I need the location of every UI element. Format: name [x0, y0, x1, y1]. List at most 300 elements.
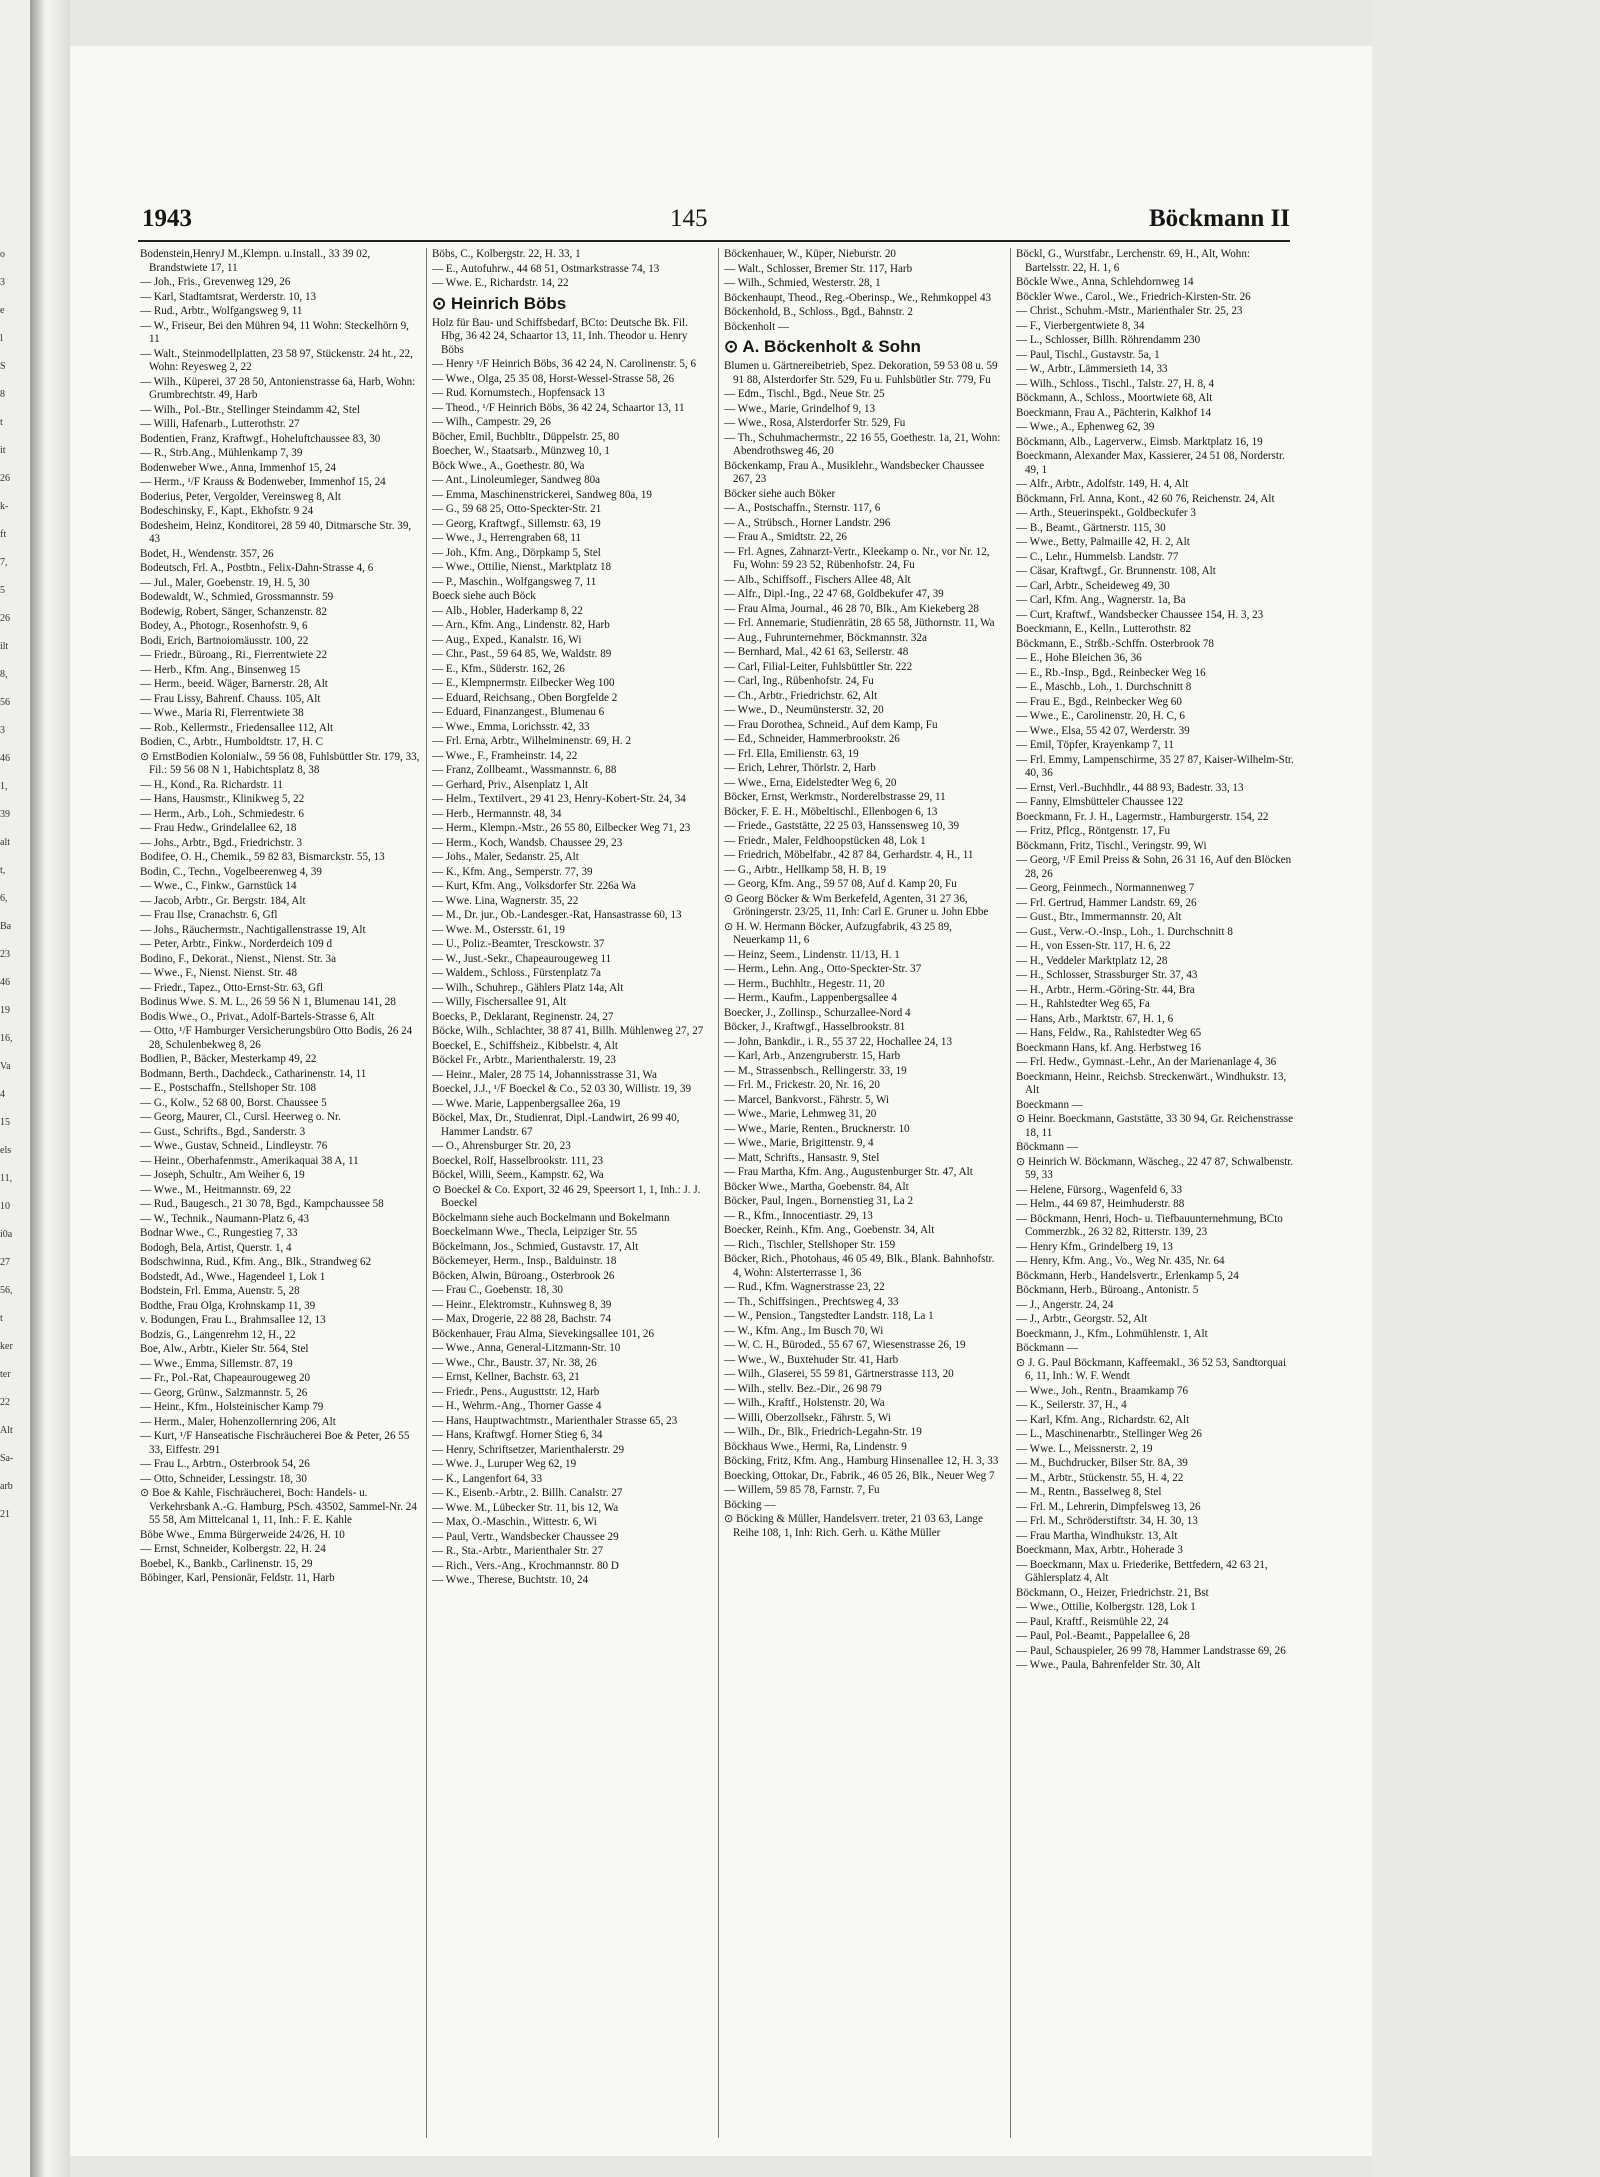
margin-fragment: 1,: [0, 781, 8, 792]
directory-entry: — Frau E., Bgd., Reinbecker Weg 60: [1016, 695, 1182, 708]
directory-entry: — Wwe., J., Herrengraben 68, 11: [432, 532, 582, 544]
directory-entry: — L., Maschinenarbtr., Stellinger Weg 26: [1016, 1428, 1202, 1440]
directory-entry: — Heinr., Maler, 28 75 14, Johannisstrasse 31, Wa: [432, 1068, 657, 1081]
directory-entry: — Wwe., Betty, Palmaille 42, H. 2, Alt: [1016, 536, 1190, 548]
directory-entry: — Edm., Tischl., Bgd., Neue Str. 25: [724, 388, 885, 400]
directory-entry: — Wwe. Lina, Wagnerstr. 35, 22: [432, 894, 579, 907]
directory-entry: — Matt, Schrifts., Hansastr. 9, Stel: [724, 1151, 880, 1164]
directory-entry: Böckemeyer, Herm., Insp., Balduinstr. 18: [432, 1255, 617, 1267]
directory-entry: Böck Wwe., A., Goethestr. 80, Wa: [432, 459, 585, 472]
directory-entry: ⊙ A. Böckenholt & Sohn: [724, 337, 921, 356]
directory-entry: — Wwe., Maria Ri, Flerrentwiete 38: [140, 707, 304, 719]
directory-entry: — Wwe., W., Buxtehuder Str. 41, Harb: [724, 1353, 899, 1366]
directory-entry: Böckmann —: [1016, 1141, 1078, 1153]
margin-fragment: 15: [0, 1117, 10, 1128]
directory-entry: Böbe Wwe., Emma Bürgerweide 24/26, H. 10: [140, 1528, 345, 1541]
directory-entry: Böcker, Paul, Ingen., Bornenstieg 31, La 2: [724, 1195, 914, 1207]
directory-entry: — Heinr., Oberhafenmstr., Amerikaquai 38 A, 11: [140, 1154, 359, 1167]
directory-entry: — Herm., Klempn.-Mstr., 26 55 80, Eilbecker Weg 71, 23: [432, 822, 691, 834]
directory-entry: — Carl, Ing., Rübenhofstr. 24, Fu: [724, 675, 874, 687]
margin-fragment: 46: [0, 977, 10, 988]
header-rule: [138, 240, 1290, 242]
directory-entry: Boecher, W., Staatsarb., Münzweg 10, 1: [432, 445, 610, 457]
directory-entry: — Herm., ¹/F Krauss & Bodenweber, Immenhof 15, 24: [140, 476, 386, 488]
directory-entry: — Wwe., Olga, 25 35 08, Horst-Wessel-Strasse 58, 26: [432, 372, 675, 385]
directory-entry: — Wilh., Schloss., Tischl., Talstr. 27, H. 8, 4: [1016, 377, 1215, 390]
directory-entry: — Waldem., Schloss., Fürstenplatz 7a: [432, 967, 601, 979]
directory-entry: — Boeckmann, Max u. Friederike, Bettfedern, 42 63 21, Gählersplatz 4, Alt: [1016, 1558, 1268, 1584]
directory-entry: — Hans, Hauptwachtmstr., Marienthaler Strasse 65, 23: [432, 1414, 678, 1427]
directory-entry: — Willi, Oberzollsekr., Fährstr. 5, Wi: [724, 1411, 891, 1424]
margin-fragment: 46: [0, 753, 10, 764]
margin-fragment: alt: [0, 837, 10, 848]
directory-entry: ⊙ Heinrich Böbs: [432, 293, 567, 313]
directory-entry: — Aug., Exped., Kanalstr. 16, Wi: [432, 633, 582, 646]
directory-entry: Böckler Wwe., Carol., We., Friedrich-Kirsten-Str. 26: [1016, 290, 1251, 303]
margin-fragment: Alt: [0, 1425, 13, 1436]
directory-entry: — C., Lehr., Hummelsb. Landstr. 77: [1016, 550, 1179, 563]
directory-entry: — Frau Ilse, Cranachstr. 6, Gfl: [140, 909, 278, 921]
directory-entry: — Herm., Arb., Loh., Schmiedestr. 6: [140, 807, 304, 820]
directory-entry: — Frau Dorothea, Schneid., Auf dem Kamp, Fu: [724, 718, 938, 731]
directory-entry: — Rud., Kfm. Wagnerstrasse 23, 22: [724, 1281, 885, 1293]
directory-entry: Böckle Wwe., Anna, Schlehdornweg 14: [1016, 276, 1194, 288]
directory-entry: — F., Vierbergentwiete 8, 34: [1016, 319, 1145, 332]
directory-entry: — Paul, Kraftf., Reismühle 22, 24: [1016, 1615, 1169, 1628]
margin-fragment: ilt: [0, 641, 9, 652]
directory-entry: — Friede., Gaststätte, 22 25 03, Hanssensweg 10, 39: [724, 820, 960, 832]
directory-entry: Bodlien, P., Bäcker, Mesterkamp 49, 22: [140, 1053, 317, 1065]
directory-entry: — Chr., Past., 59 64 85, We, Waldstr. 89: [432, 648, 612, 660]
scan-background: [1372, 0, 1600, 2177]
directory-entry: Boeckelmann Wwe., Thecla, Leipziger Str. 55: [432, 1226, 638, 1238]
directory-entry: Bodenweber Wwe., Anna, Immenhof 15, 24: [140, 461, 337, 474]
directory-entry: — Fr., Pol.-Rat, Chapeaurougeweg 20: [140, 1372, 311, 1384]
directory-entry: Böcker siehe auch Böker: [724, 487, 836, 500]
directory-entry: — Carl, Arbtr., Scheideweg 49, 30: [1016, 579, 1170, 592]
margin-fragment: Sa-: [0, 1453, 14, 1464]
directory-entry: — Herm., Lehn. Ang., Otto-Speckter-Str. 37: [724, 963, 922, 975]
directory-entry: Böckel, Max, Dr., Studienrat, Dipl.-Landwirt, 26 99 40, Hammer Landstr. 67: [432, 1112, 680, 1138]
margin-fragment: k-: [0, 501, 9, 512]
directory-entry: — Helene, Fürsorg., Wagenfeld 6, 33: [1016, 1183, 1182, 1196]
directory-entry: — Cäsar, Kraftwgf., Gr. Brunnenstr. 108, Alt: [1016, 565, 1216, 577]
directory-entry: Böckmann, Fritz, Tischl., Veringstr. 99, Wi: [1016, 839, 1207, 852]
margin-fragment: i0a: [0, 1229, 13, 1240]
directory-entry: — M., Dr. jur., Ob.-Landesger.-Rat, Hansastrasse 60, 13: [432, 909, 682, 921]
directory-entry: Böckenhaupt, Theod., Reg.-Oberinsp., We., Rehmkoppel 43: [724, 291, 992, 304]
directory-entry: — Henry Kfm., Grindelberg 19, 13: [1016, 1240, 1173, 1253]
directory-entry: Böcker, F. E. H., Möbeltischl., Ellenbogen 6, 13: [724, 805, 938, 818]
directory-entry: — Otto, Schneider, Lessingstr. 18, 30: [140, 1472, 307, 1485]
directory-entry: Bodis Wwe., O., Privat., Adolf-Bartels-Strasse 6, Alt: [140, 1010, 375, 1023]
directory-entry: Bodzis, G., Langenrehm 12, H., 22: [140, 1328, 296, 1341]
directory-entry: — Wwe., Marie, Brigittenstr. 9, 4: [724, 1137, 874, 1149]
directory-entry: — Wwe., Ottilie, Nienst., Marktplatz 18: [432, 561, 612, 573]
directory-entry: Boeckmann, Max, Arbtr., Hoherade 3: [1016, 1544, 1183, 1556]
directory-entry: — Wwe., Chr., Baustr. 37, Nr. 38, 26: [432, 1356, 597, 1369]
directory-entry: — Wwe. Marie, Lappenbergsallee 26a, 19: [432, 1097, 621, 1110]
directory-entry: ⊙ J. G. Paul Böckmann, Kaffeemakl., 36 52 53, Sandtorquai 6, 11, Inh.: W. F. Wendt: [1016, 1356, 1287, 1382]
directory-entry: — Henry, Schriftsetzer, Marienthalerstr. 29: [432, 1443, 624, 1456]
directory-entry: — Joseph, Schultr., Am Weiher 6, 19: [140, 1169, 305, 1181]
directory-entry: Böckenhauer, W., Küper, Nieburstr. 20: [724, 248, 896, 260]
directory-entry: — W., Arbtr., Lämmersieth 14, 33: [1016, 363, 1168, 375]
margin-fragment: it: [0, 445, 6, 456]
directory-entry: — Frl. Gertrud, Hammer Landstr. 69, 26: [1016, 896, 1197, 909]
directory-entry: Bodet, H., Wendenstr. 357, 26: [140, 547, 274, 560]
directory-entry: Boeckmann, E., Kelln., Lutterothstr. 82: [1016, 623, 1192, 635]
directory-entry: — Willy, Fischersallee 91, Alt: [432, 996, 567, 1008]
directory-entry: Bodifee, O. H., Chemik., 59 82 83, Bismarckstr. 55, 13: [140, 851, 385, 863]
margin-fragment: t: [0, 1313, 3, 1324]
directory-entry: — Wwe., E., Carolinenstr. 20, H. C, 6: [1016, 710, 1185, 722]
directory-entry: Böcke, Wilh., Schlachter, 38 87 41, Billh. Mühlenweg 27, 27: [432, 1025, 704, 1037]
directory-entry: Böckmann, Herb., Handelsvertr., Erlenkamp 5, 24: [1016, 1269, 1239, 1282]
directory-entry: — Willem, 59 85 78, Farnstr. 7, Fu: [724, 1484, 880, 1496]
margin-fragment: Va: [0, 1061, 11, 1072]
directory-entry: — H., Rahlstedter Weg 65, Fa: [1016, 998, 1150, 1010]
directory-entry: — W., Pension., Tangstedter Landstr. 118, La 1: [724, 1310, 934, 1322]
margin-fragment: o: [0, 249, 5, 260]
directory-entry: — Rud. Kornumstech., Hopfensack 13: [432, 387, 605, 399]
directory-entry: — Wwe., Elsa, 55 42 07, Werderstr. 39: [1016, 724, 1190, 737]
directory-entry: Bodeutsch, Frl. A., Postbtn., Felix-Dahn-Strasse 4, 6: [140, 562, 374, 574]
directory-entry: — Fritz, Pflcg., Röntgenstr. 17, Fu: [1016, 825, 1171, 837]
directory-entry: ⊙ H. W. Hermann Böcker, Aufzugfabrik, 43 25 89, Neuerkamp 11, 6: [724, 920, 952, 946]
margin-fragment: 27: [0, 1257, 10, 1268]
directory-entry: — Wilh., Glaserei, 55 59 81, Gärtnerstrasse 113, 20: [724, 1368, 954, 1380]
directory-entry: — Ernst, Verl.-Buchhdlr., 44 88 93, Badestr. 33, 13: [1016, 781, 1244, 794]
directory-entry: Boecks, P., Deklarant, Reginenstr. 24, 27: [432, 1010, 614, 1023]
directory-entry: — Wilh., Schmied, Westerstr. 28, 1: [724, 277, 881, 289]
directory-entry: Böckenhauer, Frau Alma, Sievekingsallee 101, 26: [432, 1327, 654, 1340]
directory-entry: — Friedr., Tapez., Otto-Ernst-Str. 63, Gfl: [140, 981, 323, 994]
margin-fragment: 10: [0, 1201, 10, 1212]
directory-entry: — K., Langenfort 64, 33: [432, 1472, 542, 1485]
directory-entry: — Herm., Maler, Hohenzollernring 206, Alt: [140, 1415, 336, 1428]
directory-entry: — Wwe. M., Ostersstr. 61, 19: [432, 923, 565, 936]
directory-entry: — Böckmann, Henri, Hoch- u. Tiefbauunternehmung, BCto Commerzbk., 26 32 82, Ritterstr. 139, 23: [1016, 1212, 1283, 1238]
directory-entry: — Erich, Lehrer, Thörlstr. 2, Harb: [724, 762, 876, 774]
directory-entry: Bodey, A., Photogr., Rosenhofstr. 9, 6: [140, 620, 308, 632]
directory-entry: Böcker, Rich., Photohaus, 46 05 49, Blk., Blank. Bahnhofstr. 4, Wohn: Alsterterrasse 1, 36: [724, 1253, 995, 1279]
directory-entry: — W., Technik., Naumann-Platz 6, 43: [140, 1212, 310, 1225]
directory-entry: — M., Rentn., Basselweg 8, Stel: [1016, 1486, 1162, 1498]
margin-fragment: 6,: [0, 893, 8, 904]
column-1: [140, 248, 420, 2138]
directory-entry: — Georg, Maurer, Cl., Cursl. Heerweg o. Nr.: [140, 1111, 341, 1123]
directory-entry: — Rich., Tischler, Stellshoper Str. 159: [724, 1238, 896, 1251]
directory-entry: — Georg, Grünw., Salzmannstr. 5, 26: [140, 1386, 308, 1399]
directory-entry: — R., Strb.Ang., Mühlenkamp 7, 39: [140, 447, 303, 459]
directory-entry: Bodewig, Robert, Sänger, Schanzenstr. 82: [140, 605, 327, 618]
directory-entry: Böckenhold, B., Schloss., Bgd., Bahnstr. 2: [724, 306, 913, 318]
directory-entry: — Alb., Schiffsoff., Fischers Allee 48, Alt: [724, 573, 911, 586]
directory-entry: — P., Maschin., Wolfgangsweg 7, 11: [432, 575, 597, 588]
directory-entry: Böcker, Ernst, Werkmstr., Norderelbstrasse 29, 11: [724, 791, 946, 803]
directory-entry: Boebel, K., Bankb., Carlinenstr. 15, 29: [140, 1557, 313, 1570]
margin-fragment: l: [0, 333, 3, 344]
directory-entry: — Franz, Zollbeamt., Wassmannstr. 6, 88: [432, 764, 617, 776]
directory-entry: Boeckmann, Alexander Max, Kassierer, 24 51 08, Norderstr. 49, 1: [1016, 450, 1285, 476]
directory-entry: — Wilh., stellv. Bez.-Dir., 26 98 79: [724, 1382, 882, 1395]
directory-entry: Böckenholt —: [724, 320, 790, 333]
directory-entry: Boeckmann —: [1016, 1098, 1083, 1111]
directory-columns: [140, 248, 1292, 2138]
directory-entry: — Wwe., A., Ephenweg 62, 39: [1016, 421, 1155, 433]
directory-entry: — Paul, Pol.-Beamt., Pappelallee 6, 28: [1016, 1630, 1190, 1642]
directory-entry: — Hans, Kraftwgf. Horner Stieg 6, 34: [432, 1429, 603, 1441]
directory-entry: — R., Sta.-Arbtr., Marienthaler Str. 27: [432, 1545, 604, 1557]
directory-entry: — Henry ¹/F Heinrich Böbs, 36 42 24, N. Carolinenstr. 5, 6: [432, 358, 697, 370]
directory-entry: Böckmann, Frl. Anna, Kont., 42 60 76, Reichenstr. 24, Alt: [1016, 492, 1275, 505]
directory-entry: — Alfr., Arbtr., Adolfstr. 149, H. 4, Alt: [1016, 478, 1189, 490]
directory-entry: — Wwe., M., Heitmannstr. 69, 22: [140, 1183, 292, 1196]
directory-entry: — Marcel, Bankvorst., Fährstr. 5, Wi: [724, 1093, 890, 1106]
directory-entry: Boe, Alw., Arbtr., Kieler Str. 564, Stel: [140, 1343, 309, 1355]
directory-entry: — Th., Schiffsingen., Prechtsweg 4, 33: [724, 1295, 899, 1308]
directory-entry: — Rud., Baugesch., 21 30 78, Bgd., Kampchaussee 58: [140, 1198, 384, 1210]
directory-entry: — Johs., Arbtr., Bgd., Friedrichstr. 3: [140, 836, 303, 849]
directory-entry: Boderius, Peter, Vergolder, Vereinsweg 8, Alt: [140, 490, 341, 503]
directory-entry: — K., Kfm. Ang., Semperstr. 77, 39: [432, 865, 593, 878]
directory-entry: Boecker, Reinh., Kfm. Ang., Goebenstr. 34, Alt: [724, 1224, 935, 1236]
directory-entry: — B., Beamt., Gärtnerstr. 115, 30: [1016, 521, 1166, 534]
directory-entry: Bodthe, Frau Olga, Krohnskamp 11, 39: [140, 1299, 316, 1312]
directory-entry: — Wilh., Pol.-Btr., Stellinger Steindamm 42, Stel: [140, 403, 360, 416]
directory-entry: — Paul, Tischl., Gustavstr. 5a, 1: [1016, 348, 1160, 361]
directory-entry: — Frau Hedw., Grindelallee 62, 18: [140, 822, 297, 834]
directory-entry: — Arn., Kfm. Ang., Lindenstr. 82, Harb: [432, 619, 610, 631]
directory-entry: — Herm., Koch, Wandsb. Chaussee 29, 23: [432, 836, 623, 849]
directory-entry: — Frl. Emmy, Lampenschirme, 35 27 87, Kaiser-Wilhelm-Str. 40, 36: [1016, 753, 1294, 779]
directory-entry: — Bernhard, Mal., 42 61 63, Seilerstr. 48: [724, 646, 909, 658]
header-page-number: 145: [670, 205, 708, 232]
directory-entry: — G., Arbtr., Hellkamp 58, H. B, 19: [724, 863, 887, 876]
directory-entry: — K., Seilerstr. 37, H., 4: [1016, 1399, 1127, 1411]
margin-fragment: t,: [0, 865, 6, 876]
directory-entry: Böckel, Willi, Seem., Kampstr. 62, Wa: [432, 1169, 604, 1181]
directory-entry: Bodinus Wwe. S. M. L., 26 59 56 N 1, Blumenau 141, 28: [140, 996, 396, 1008]
directory-entry: Bodentien, Franz, Kraftwgf., Hoheluftchaussee 83, 30: [140, 432, 381, 445]
directory-entry: — M., Arbtr., Stückenstr. 55, H. 4, 22: [1016, 1471, 1184, 1484]
directory-entry: v. Bodungen, Frau L., Brahmsallee 12, 13: [140, 1314, 326, 1326]
directory-entry: Blumen u. Gärtnereibetrieb, Spez. Dekoration, 59 53 08 u. 59 91 88, Alsterdorfer Str. 529, Fu u. Fuhlsbütler Str. 779, Fu: [724, 360, 998, 386]
directory-entry: — Wwe., Emma, Sillemstr. 87, 19: [140, 1357, 293, 1370]
directory-entry: — Gust., Verw.-O.-Insp., Loh., 1. Durchschnitt 8: [1016, 925, 1233, 938]
directory-entry: Böcher, Emil, Buchbltr., Düppelstr. 25, 80: [432, 430, 620, 443]
directory-entry: — Ernst, Kellner, Bachstr. 63, 21: [432, 1371, 580, 1383]
directory-entry: — Frl. Hedw., Gymnast.-Lehr., An der Marienanlage 4, 36: [1016, 1056, 1277, 1068]
directory-entry: — J., Arbtr., Georgstr. 52, Alt: [1016, 1313, 1148, 1325]
directory-entry: — H., Kond., Ra. Richardstr. 11: [140, 778, 283, 791]
directory-entry: Böbs, C., Kolbergstr. 22, H. 33, 1: [432, 248, 581, 260]
directory-entry: — Johs., Maler, Sedanstr. 25, Alt: [432, 851, 579, 863]
directory-entry: — Jacob, Arbtr., Gr. Bergstr. 184, Alt: [140, 894, 306, 907]
margin-fragment: ker: [0, 1341, 13, 1352]
margin-fragment: 5: [0, 585, 5, 596]
directory-entry: — Otto, ¹/F Hamburger Versicherungsbüro Otto Bodis, 26 24 28, Schulenbekweg 8, 26: [140, 1025, 413, 1051]
directory-entry: — Frau Martha, Windhukstr. 13, Alt: [1016, 1529, 1178, 1542]
directory-entry: — H., Wehrm.-Ang., Thorner Gasse 4: [432, 1400, 602, 1412]
directory-entry: Boecking, Ottokar, Dr., Fabrik., 46 05 26, Blk., Neuer Weg 7: [724, 1469, 995, 1482]
directory-entry: Bodesheim, Heinz, Konditorei, 28 59 40, Ditmarsche Str. 39, 43: [140, 519, 412, 545]
directory-entry: Böckelmann siehe auch Bockelmann und Bokelmann: [432, 1211, 670, 1224]
directory-entry: — Wwe., C., Finkw., Garnstück 14: [140, 880, 297, 892]
directory-entry: — Herm., Buchhltr., Hegestr. 11, 20: [724, 977, 885, 990]
directory-entry: Boeckmann Hans, kf. Ang. Herbstweg 16: [1016, 1041, 1201, 1054]
directory-entry: — E., Maschb., Loh., 1. Durchschnitt 8: [1016, 681, 1192, 693]
directory-entry: — Paul, Schauspieler, 26 99 78, Hammer Landstrasse 69, 26: [1016, 1644, 1286, 1657]
directory-entry: — Wwe., Ottilie, Kolbergstr. 128, Lok 1: [1016, 1601, 1196, 1613]
directory-entry: — Wwe., Gustav, Schneid., Lindleystr. 76: [140, 1140, 328, 1152]
directory-entry: — Georg, ¹/F Emil Preiss & Sohn, 26 31 16, Auf den Blöcken 28, 26: [1016, 854, 1292, 880]
directory-entry: — Friedrich, Möbelfabr., 42 87 84, Gerhardstr. 4, H., 11: [724, 849, 974, 861]
margin-fragment: ter: [0, 1369, 11, 1380]
directory-entry: — Herm., Kaufm., Lappenbergsallee 4: [724, 992, 897, 1004]
directory-entry: — Rich., Vers.-Ang., Krochmannstr. 80 D: [432, 1559, 619, 1572]
directory-entry: Böckmann, E., Strßb.-Schffn. Osterbrook 78: [1016, 637, 1214, 650]
directory-entry: Bodino, F., Dekorat., Nienst., Nienst. Str. 3a: [140, 952, 337, 965]
margin-fragment: 26: [0, 473, 10, 484]
margin-fragment: 21: [0, 1509, 10, 1520]
directory-entry: — O., Ahrensburger Str. 20, 23: [432, 1140, 571, 1152]
page-header: [70, 205, 1290, 239]
directory-entry: — Wilh., Dr., Blk., Friedrich-Legahn-Str. 19: [724, 1426, 922, 1438]
directory-entry: ⊙ Heinrich W. Böckmann, Wäscheg., 22 47 87, Schwalbenstr. 59, 33: [1016, 1155, 1294, 1181]
directory-entry: — Walt., Schlosser, Bremer Str. 117, Harb: [724, 262, 913, 275]
directory-entry: — Wwe., Marie, Renten., Brucknerstr. 10: [724, 1122, 910, 1135]
directory-entry: — H., Veddeler Marktplatz 12, 28: [1016, 954, 1168, 967]
directory-entry: Böckmann, Herb., Büroang., Antonistr. 5: [1016, 1284, 1199, 1296]
directory-entry: — A., Strübsch., Horner Landstr. 296: [724, 516, 891, 529]
margin-fragment: 39: [0, 809, 10, 820]
directory-entry: ⊙ Boeckel & Co. Export, 32 46 29, Speersort 1, 1, Inh.: J. J. Boeckel: [432, 1183, 701, 1209]
directory-entry: Bodi, Erich, Bartnoiomäusstr. 100, 22: [140, 634, 309, 647]
directory-entry: — Frl. Annemarie, Studienrätin, 28 65 58, Jüthornstr. 11, Wa: [724, 617, 995, 629]
directory-entry: — Emma, Maschinenstrickerei, Sandweg 80a, 19: [432, 488, 652, 501]
directory-entry: — John, Bankdir., i. R., 55 37 22, Hochallee 24, 13: [724, 1035, 953, 1048]
directory-entry: Bodmann, Berth., Dachdeck., Catharinenstr. 14, 11: [140, 1067, 367, 1080]
directory-entry: Bodschwinna, Rud., Kfm. Ang., Blk., Strandweg 62: [140, 1256, 372, 1268]
directory-entry: — Wwe., Paula, Bahrenfelder Str. 30, Alt: [1016, 1659, 1201, 1671]
directory-entry: ⊙ Heinr. Boeckmann, Gaststätte, 33 30 94, Gr. Reichenstrasse 18, 11: [1016, 1113, 1294, 1139]
directory-entry: — Henry, Kfm. Ang., Vo., Weg Nr. 435, Nr. 64: [1016, 1255, 1225, 1267]
directory-entry: Bodogh, Bela, Artist, Querstr. 1, 4: [140, 1241, 292, 1254]
directory-entry: — Georg, Kraftwgf., Sillemstr. 63, 19: [432, 517, 601, 530]
directory-entry: — Friedr., Pens., Augusttstr. 12, Harb: [432, 1385, 600, 1398]
directory-entry: Holz für Bau- und Schiffsbedarf, BCto: Deutsche Bk. Fil. Hbg, 36 42 24, Schaartor 13, 11, Inh. Theodor u. Henry Böbs: [432, 316, 688, 356]
directory-entry: — Heinz, Seem., Lindenstr. 11/13, H. 1: [724, 948, 900, 961]
directory-entry: — Wwe., Emma, Lorichsstr. 42, 33: [432, 720, 590, 733]
directory-entry: — Th., Schuhmachermstr., 22 16 55, Goethestr. 1a, 21, Wohn: Abendrothsweg 46, 20: [724, 431, 1001, 457]
directory-entry: — Wilh., Kraftf., Holstenstr. 20, Wa: [724, 1397, 885, 1409]
directory-entry: — Wwe., Marie, Lehmweg 31, 20: [724, 1108, 877, 1120]
directory-entry: Böckmann —: [1016, 1342, 1078, 1354]
margin-fragment: 56: [0, 697, 10, 708]
directory-entry: — Frau Martha, Kfm. Ang., Augustenburger Str. 47, Alt: [724, 1166, 973, 1178]
directory-entry: ⊙ Böcking & Müller, Handelsverr. treter, 21 03 63, Lange Reihe 108, 1, Inh: Rich. Gerh. u. Käthe Müller: [724, 1513, 983, 1539]
directory-entry: ⊙ ErnstBodien Kolonialw., 59 56 08, Fuhlsbüttler Str. 179, 33, Fil.: 59 56 08 N 1, Habichtsplatz 8, 38: [140, 750, 420, 776]
margin-fragment: 16,: [0, 1033, 13, 1044]
directory-entry: — W., Just.-Sekr., Chapeaurougeweg 11: [432, 952, 612, 965]
directory-entry: — E., Autofuhrw., 44 68 51, Ostmarkstrasse 74, 13: [432, 262, 660, 275]
directory-entry: — Frau L., Arbtrn., Osterbrook 54, 26: [140, 1458, 310, 1470]
margin-fragment: 3: [0, 725, 5, 736]
directory-entry: Böckmann, A., Schloss., Moortwiete 68, Alt: [1016, 392, 1213, 404]
directory-entry: — E., Rb.-Insp., Bgd., Reinbecker Weg 16: [1016, 666, 1206, 679]
directory-entry: — Karl, Stadtamtsrat, Werderstr. 10, 13: [140, 290, 317, 303]
directory-entry: — A., Postschaffn., Sternstr. 117, 6: [724, 502, 881, 514]
directory-entry: — Willi, Hafenarb., Lutterothstr. 27: [140, 418, 300, 430]
directory-entry: — Wwe., Marie, Grindelhof 9, 13: [724, 402, 876, 415]
header-year: 1943: [142, 205, 192, 232]
directory-entry: — Carl, Kfm. Ang., Wagnerstr. 1a, Ba: [1016, 594, 1186, 606]
directory-entry: Boeckmann, Fr. J. H., Lagermstr., Hamburgerstr. 154, 22: [1016, 810, 1269, 823]
directory-entry: — Paul, Vertr., Wandsbecker Chaussee 29: [432, 1530, 619, 1543]
directory-entry: Boeckmann, J., Kfm., Lohmühlenstr. 1, Alt: [1016, 1327, 1208, 1340]
directory-entry: — Herb., Hermannstr. 48, 34: [432, 807, 562, 820]
book-gutter: [30, 0, 70, 2177]
directory-entry: — Arth., Steuerinspekt., Goldbeckufer 3: [1016, 507, 1196, 519]
directory-entry: — Aug., Fuhrunternehmer, Böckmannstr. 32a: [724, 631, 927, 644]
margin-fragment: 11,: [0, 1173, 13, 1184]
directory-entry: — Wwe. J., Luruper Weg 62, 19: [432, 1458, 577, 1470]
margin-fragment: 3: [0, 277, 5, 288]
directory-entry: — Hans, Hausmstr., Klinikweg 5, 22: [140, 793, 305, 805]
directory-entry: — G., 59 68 25, Otto-Speckter-Str. 21: [432, 503, 602, 515]
margin-fragment: 7,: [0, 557, 8, 568]
directory-entry: Boeckel, Rolf, Hasselbrookstr. 111, 23: [432, 1154, 604, 1167]
directory-entry: Böckelmann, Jos., Schmied, Gustavstr. 17, Alt: [432, 1240, 639, 1253]
directory-entry: — Frl. M., Frickestr. 20, Nr. 16, 20: [724, 1079, 880, 1091]
directory-entry: Bodien, C., Arbtr., Humboldtstr. 17, H. C: [140, 736, 324, 748]
directory-entry: — W., Friseur, Bei den Mühren 94, 11 Wohn: Steckelhörn 9, 11: [140, 319, 409, 345]
directory-entry: — J., Angerstr. 24, 24: [1016, 1298, 1114, 1311]
directory-entry: — Eduard, Finanzangest., Blumenau 6: [432, 706, 605, 718]
margin-fragment: 19: [0, 1005, 10, 1016]
directory-entry: — Karl, Kfm. Ang., Richardstr. 62, Alt: [1016, 1413, 1190, 1426]
directory-entry: — M., Buchdrucker, Bilser Str. 8A, 39: [1016, 1457, 1188, 1469]
margin-fragment: Ba: [0, 921, 12, 932]
directory-entry: Bodstein, Frl. Emma, Auenstr. 5, 28: [140, 1285, 300, 1297]
directory-entry: — Frl. Ella, Emilienstr. 63, 19: [724, 747, 859, 760]
margin-fragment: els: [0, 1145, 12, 1156]
directory-entry: — Alfr., Dipl.-Ing., 22 47 68, Goldbekufer 47, 39: [724, 588, 944, 600]
margin-fragment: 8,: [0, 669, 8, 680]
directory-entry: — Georg, Kfm. Ang., 59 57 08, Auf d. Kamp 20, Fu: [724, 878, 957, 890]
margin-fragment: arb: [0, 1481, 13, 1492]
directory-entry: — Max, O.-Maschin., Wittestr. 6, Wi: [432, 1516, 597, 1528]
directory-entry: — R., Kfm., Innocentiastr. 29, 13: [724, 1209, 873, 1222]
directory-entry: — Wwe., Joh., Rentn., Braamkamp 76: [1016, 1384, 1189, 1397]
directory-entry: — H., Arbtr., Herm.-Göring-Str. 44, Bra: [1016, 983, 1195, 996]
directory-entry: Böckl, G., Wurstfabr., Lerchenstr. 69, H., Alt, Wohn: Bartelsstr. 22, H. 1, 6: [1016, 248, 1250, 274]
directory-entry: — Friedr., Büroang., Ri., Fierrentwiete 22: [140, 649, 328, 661]
directory-entry: Boeckel, E., Schiffsheiz., Kibbelstr. 4, Alt: [432, 1039, 618, 1052]
directory-entry: — Jul., Maler, Goebenstr. 19, H. 5, 30: [140, 576, 310, 589]
directory-entry: — Wwe. E., Richardstr. 14, 22: [432, 277, 569, 289]
directory-entry: — Herb., Kfm. Ang., Binsenweg 15: [140, 663, 301, 676]
directory-entry: — Hans, Arb., Marktstr. 67, H. 1, 6: [1016, 1012, 1174, 1025]
directory-entry: Böckenkamp, Frau A., Musiklehr., Wandsbecker Chaussee 267, 23: [724, 459, 985, 485]
directory-entry: — Eduard, Reichsang., Oben Borgfelde 2: [432, 691, 618, 704]
directory-entry: — Kurt, ¹/F Hanseatische Fischräucherei Boe & Peter, 26 55 33, Eiffestr. 291: [140, 1430, 410, 1456]
directory-entry: Bodin, C., Techn., Vogelbeerenweg 4, 39: [140, 865, 322, 878]
directory-entry: — E., Kfm., Süderstr. 162, 26: [432, 662, 565, 675]
directory-entry: — Gust., Schrifts., Bgd., Sanderstr. 3: [140, 1125, 306, 1138]
